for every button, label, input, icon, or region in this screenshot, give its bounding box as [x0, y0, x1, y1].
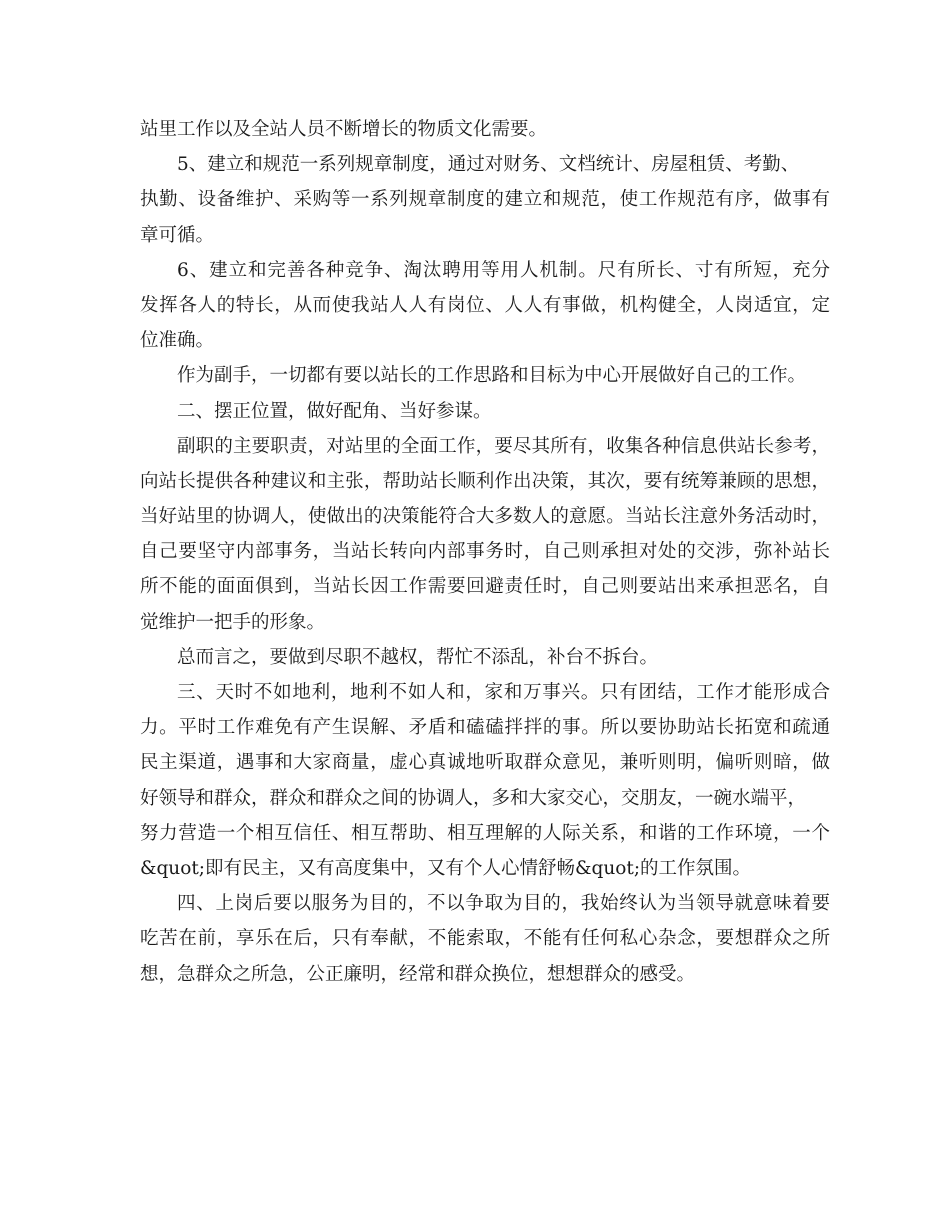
text-line: 民主渠道，遇事和大家商量，虚心真诚地听取群众意见，兼听则明，偏听则暗，做 [140, 752, 830, 774]
text-line: 觉维护一把手的形象。 [140, 611, 326, 633]
text-line: 作为副手，一切都有要以站长的工作思路和目标为中心开展做好自己的工作。 [177, 365, 807, 387]
text-line: 位准确。 [140, 330, 215, 352]
text-line: 想，急群众之所急，公正廉明，经常和群众换位，想想群众的感受。 [140, 963, 696, 985]
text-line: 向站长提供各种建议和主张，帮助站长顺利作出决策，其次，要有统筹兼顾的思想， [140, 470, 830, 492]
text-line: 努力营造一个相互信任、相互帮助、相互理解的人际关系，和谐的工作环境，一个 [140, 822, 830, 844]
text-line: 所不能的面面俱到，当站长因工作需要回避责任时，自己则要站出来承担恶名，自 [140, 576, 830, 598]
text-line: 二、摆正位置，做好配角、当好参谋。 [177, 400, 492, 422]
text-line: 5、建立和规范一系列规章制度，通过对财务、文档统计、房屋租赁、考勤、 [177, 154, 800, 176]
text-line: 6、建立和完善各种竞争、淘汰聘用等用人机制。尺有所长、寸有所短，充分 [177, 259, 830, 281]
text-line: 吃苦在前，享乐在后，只有奉献，不能索取，不能有任何私心杂念，要想群众之所 [140, 928, 830, 950]
text-line: 四、上岗后要以服务为目的，不以争取为目的，我始终认为当领导就意味着要 [177, 893, 830, 915]
text-line: 章可循。 [140, 224, 215, 246]
text-line: 自己要坚守内部事务，当站长转向内部事务时，自己则承担对处的交涉，弥补站长 [140, 541, 830, 563]
text-line: 三、天时不如地利，地利不如人和，家和万事兴。只有团结，工作才能形成合 [177, 682, 830, 703]
text-line: 当好站里的协调人，使做出的决策能符合大多数人的意愿。当站长注意外务活动时， [140, 506, 830, 528]
text-line: 站里工作以及全站人员不断增长的物质文化需要。 [140, 119, 548, 140]
document-body [140, 112, 830, 992]
text-line: 好领导和群众，群众和群众之间的协调人，多和大家交心，交朋友，一碗水端平， [140, 787, 807, 809]
text-line: 发挥各人的特长，从而使我站人人有岗位、人人有事做，机构健全，人岗适宜，定 [140, 294, 830, 316]
text-line: 执勤、设备维护、采购等一系列规章制度的建立和规范，使工作规范有序，做事有 [140, 189, 830, 211]
text-line: &quot;即有民主，又有高度集中，又有个人心情舒畅&quot;的工作氛围。 [140, 857, 752, 879]
text-line: 副职的主要职责，对站里的全面工作，要尽其所有，收集各种信息供站长参考， [177, 435, 830, 457]
text-line: 力。平时工作难免有产生误解、矛盾和磕磕拌拌的事。所以要协助站长拓宽和疏通 [140, 717, 830, 739]
text-line: 总而言之，要做到尽职不越权，帮忙不添乱，补台不拆台。 [177, 646, 659, 668]
